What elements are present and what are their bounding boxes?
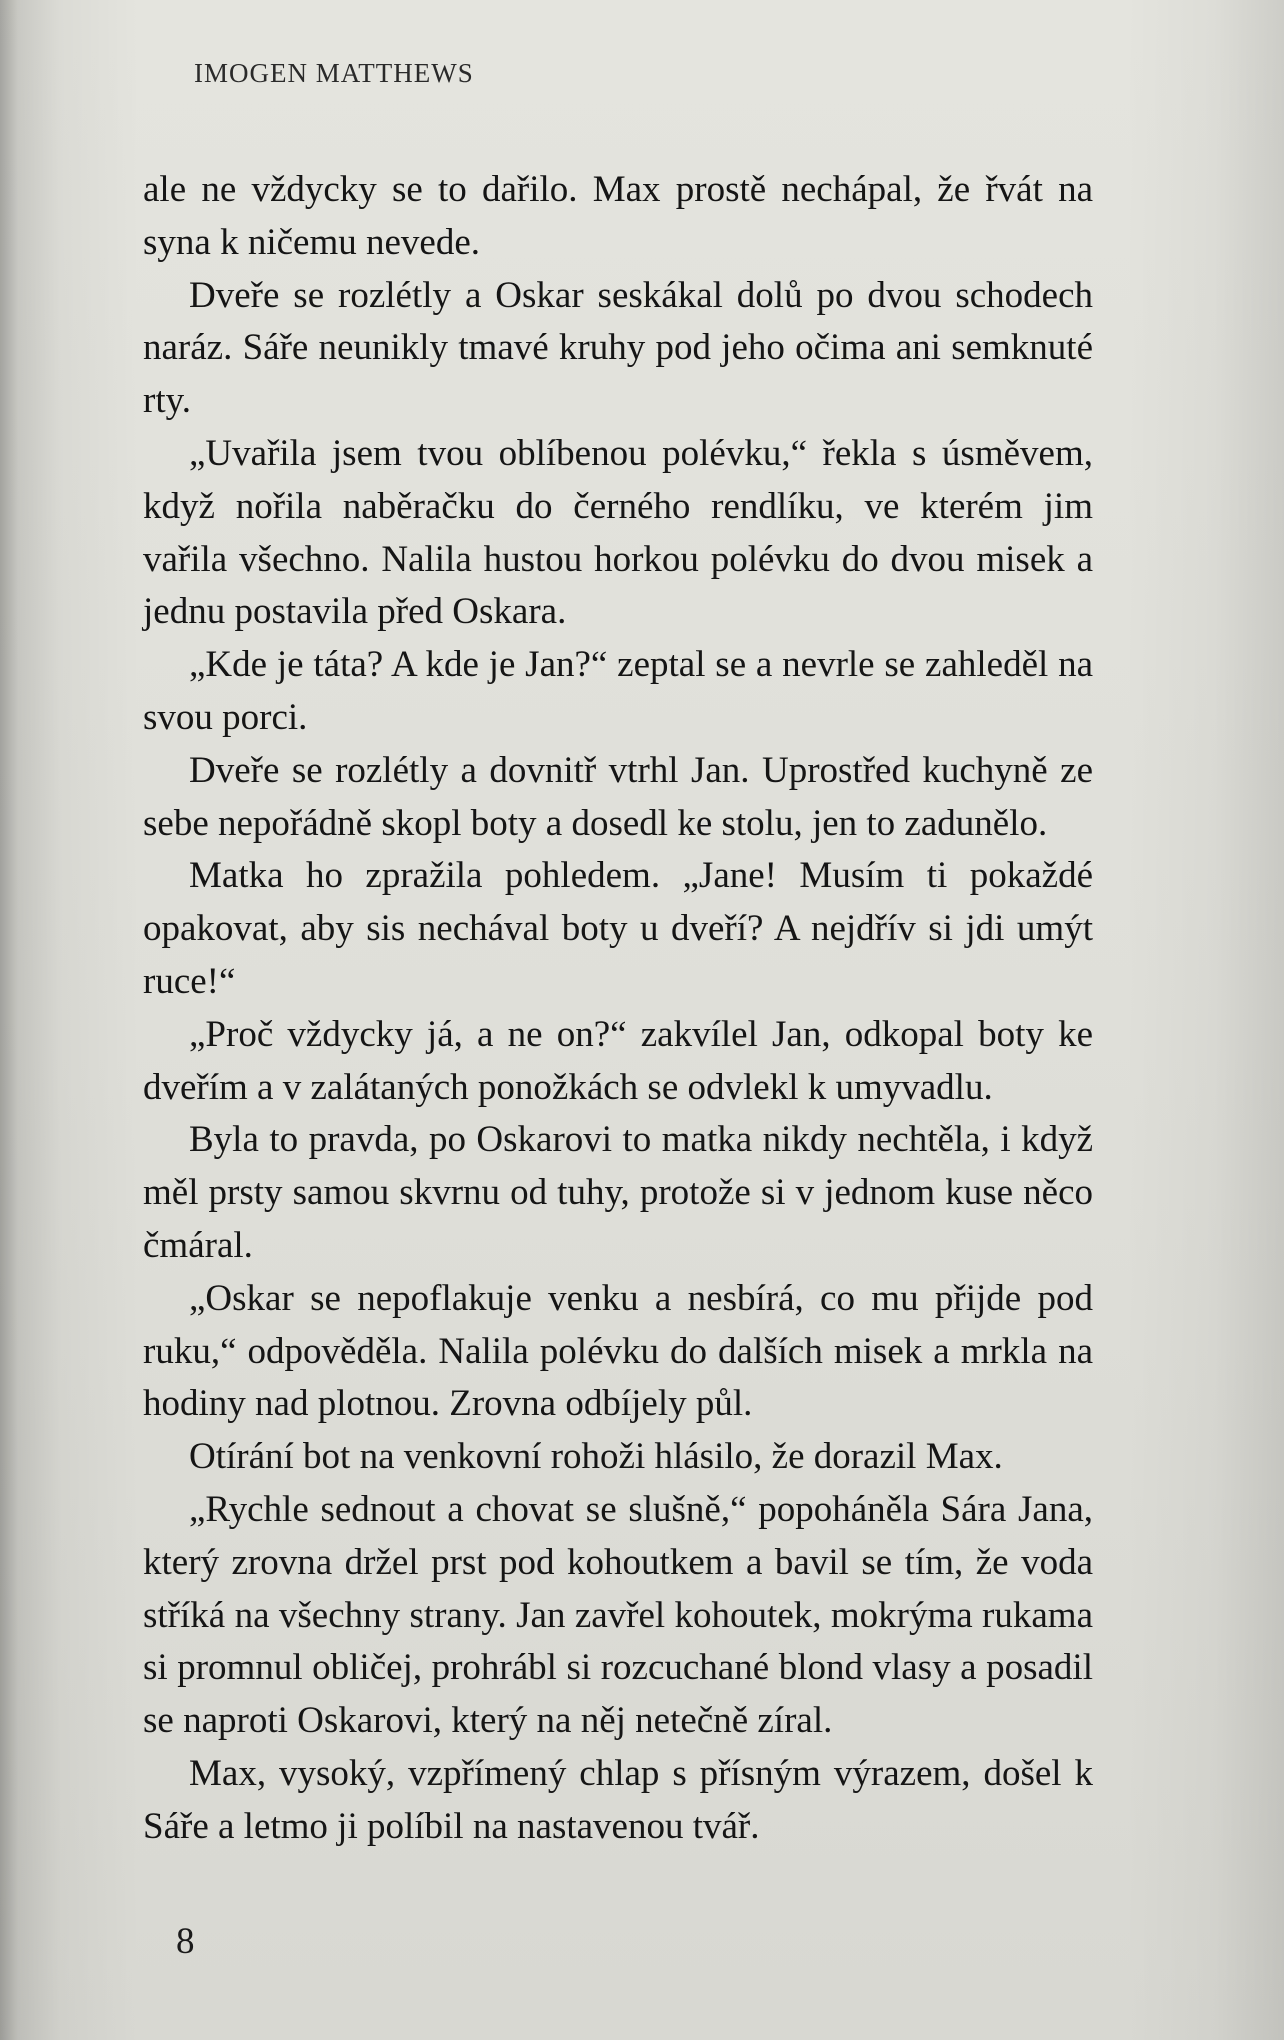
running-head: IMOGEN MATTHEWS: [194, 58, 474, 88]
paragraph: „Rychle sednout a chovat se slušně,“ popoháněla Sára Jana, který zrovna držel prst pod kohoutkem a bavil se tím, že voda stříká na všechny strany. Jan zavřel kohoutek, mokrýma rukama si promnul obličej, prohrábl si rozcuchané blond vlasy a posadil se naproti Oskarovi, který na něj netečně zíral.: [143, 1488, 1093, 1742]
body-text: [143, 164, 1093, 1854]
paragraph: Dveře se rozlétly a dovnitř vtrhl Jan. Uprostřed kuchyně ze sebe nepořádně skopl boty a dosedl ke stolu, jen to zadunělo.: [143, 749, 1093, 844]
paragraph: „Oskar se nepoflakuje venku a nesbírá, co mu přijde pod ruku,“ odpověděla. Nalila polévku do dalších misek a mrkla na hodiny nad plotnou. Zrovna odbíjely půl.: [143, 1277, 1093, 1425]
paragraph: ale ne vždycky se to dařilo. Max prostě nechápal, že řvát na syna k ničemu nevede.: [143, 169, 1093, 263]
paragraph: Dveře se rozlétly a Oskar seskákal dolů po dvou schodech naráz. Sáře neunikly tmavé kruhy pod jeho očima ani semknuté rty.: [143, 274, 1093, 422]
paragraph: „Proč vždycky já, a ne on?“ zakvílel Jan, odkopal boty ke dveřím a v zalátaných ponožkách se odvlekl k umyvadlu.: [143, 1013, 1093, 1108]
paragraph: Otírání bot na venkovní rohoži hlásilo, že dorazil Max.: [189, 1436, 1003, 1478]
page-number: 8: [176, 1921, 195, 1962]
paragraph: Max, vysoký, vzpřímený chlap s přísným výrazem, došel k Sáře a letmo ji políbil na nastavenou tvář.: [143, 1752, 1093, 1847]
paragraph: Byla to pravda, po Oskarovi to matka nikdy nechtěla, i když měl prsty samou skvrnu od tuhy, protože si v jednom kuse něco čmáral.: [143, 1119, 1093, 1266]
paragraph: „Uvařila jsem tvou oblíbenou polévku,“ řekla s úsměvem, když nořila naběračku do černého rendlíku, ve kterém jim vařila všechno. Nalila hustou horkou polévku do dvou misek a jednu postavila před Oskara.: [143, 432, 1093, 633]
paragraph: Matka ho zpražila pohledem. „Jane! Musím ti pokaždé opakovat, aby sis nechával boty u dveří? A nejdřív si jdi umýt ruce!“: [143, 855, 1093, 1002]
paragraph: „Kde je táta? A kde je Jan?“ zeptal se a nevrle se zahleděl na svou porci.: [143, 644, 1093, 738]
